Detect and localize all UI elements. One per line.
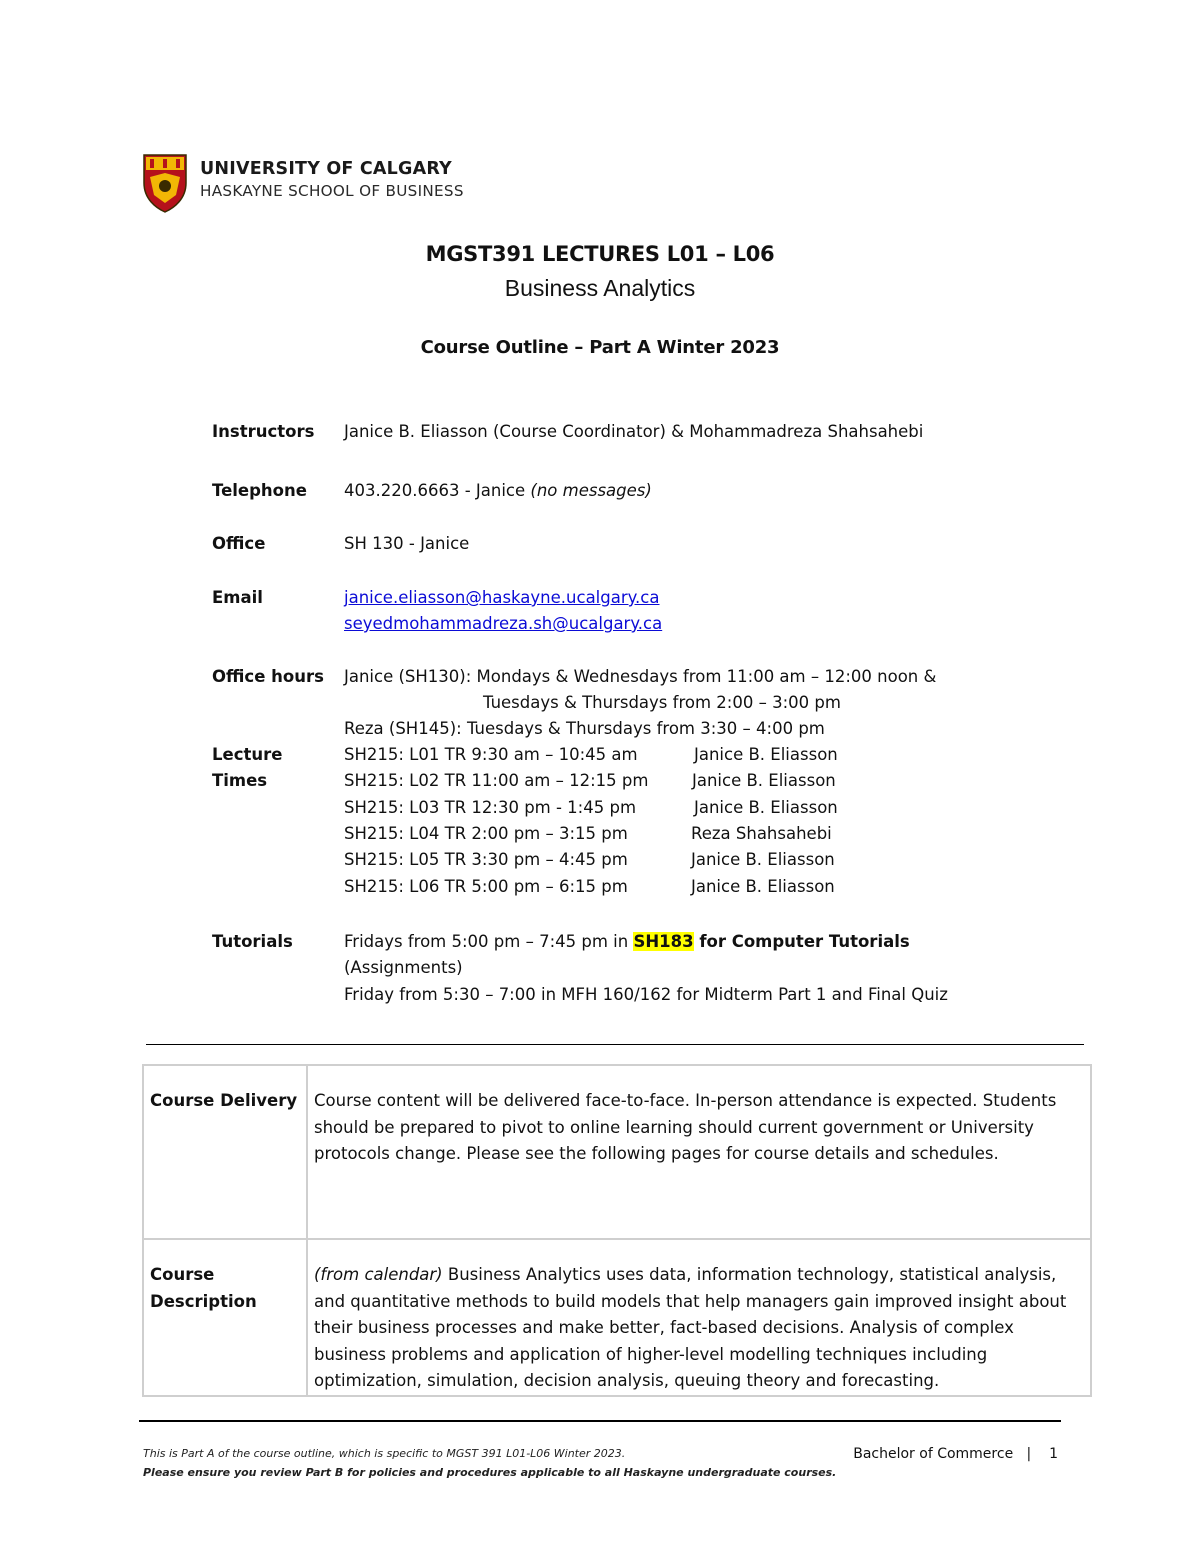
- lecture-instructor: Janice B. Eliasson: [694, 798, 838, 817]
- lecture-instructor: Janice B. Eliasson: [691, 850, 835, 869]
- telephone-note: (no messages): [530, 481, 652, 500]
- lecture-slot: SH215: L02 TR 11:00 am – 12:15 pm: [344, 771, 649, 790]
- tutorials-time: Fridays from 5:00 pm – 7:45 pm in: [344, 932, 634, 951]
- description-cell: [307, 1239, 1091, 1396]
- university-logo: [142, 153, 522, 215]
- lecture-instructor: Janice B. Eliasson: [694, 745, 838, 764]
- lecture-instructor: Reza Shahsahebi: [691, 824, 832, 843]
- delivery-heading: Course Delivery: [143, 1065, 307, 1239]
- lecture-instructor: Janice B. Eliasson: [692, 771, 836, 790]
- footer-program: Bachelor of Commerce: [853, 1446, 1014, 1462]
- office-label: Office: [212, 534, 266, 553]
- lecture-slot: SH215: L01 TR 9:30 am – 10:45 am: [344, 745, 638, 764]
- telephone-number: 403.220.6663 - Janice: [344, 481, 531, 500]
- lecture-times-label: Lecture: [212, 745, 283, 764]
- table-row: [143, 1065, 1091, 1239]
- course-title: MGST391 LECTURES L01 – L06: [425, 242, 775, 266]
- email-link-janice[interactable]: janice.eliasson@haskayne.ucalgary.ca: [344, 588, 660, 607]
- office-hours-line: Reza (SH145): Tuesdays & Thursdays from 3:30 – 4:00 pm: [344, 719, 825, 738]
- footer-note: Please ensure you review Part B for policies and procedures applicable to all Haskayne undergraduate courses.: [143, 1466, 837, 1479]
- office-hours-line: Janice (SH130): Mondays & Wednesdays from 11:00 am – 12:00 noon &: [344, 667, 937, 686]
- instructors-value: Janice B. Eliasson (Course Coordinator) & Mohammadreza Shahsahebi: [344, 422, 924, 441]
- outline-heading: Course Outline – Part A Winter 2023: [420, 337, 780, 358]
- tutorials-purpose: for Computer Tutorials: [693, 932, 910, 951]
- logo-school-name: HASKAYNE SCHOOL OF BUSINESS: [200, 182, 464, 200]
- email-label: Email: [212, 588, 263, 607]
- office-value: SH 130 - Janice: [344, 534, 470, 553]
- logo-university-name: UNIVERSITY OF CALGARY: [200, 159, 452, 179]
- instructors-label: Instructors: [212, 422, 315, 441]
- footer-note: This is Part A of the course outline, which is specific to MGST 391 L01-L06 Winter 2023.: [143, 1447, 626, 1460]
- course-subtitle: Business Analytics: [504, 275, 696, 301]
- lecture-instructor: Janice B. Eliasson: [691, 877, 835, 896]
- lecture-slot: SH215: L04 TR 2:00 pm – 3:15 pm: [344, 824, 628, 843]
- office-hours-line: Tuesdays & Thursdays from 2:00 – 3:00 pm: [483, 693, 841, 712]
- tutorials-line: [344, 932, 910, 951]
- lecture-slot: SH215: L06 TR 5:00 pm – 6:15 pm: [344, 877, 628, 896]
- separator-line: [246, 1044, 1084, 1045]
- telephone-value: [344, 481, 652, 500]
- description-heading: Course Description: [143, 1239, 307, 1396]
- shield-crest-icon: [142, 153, 188, 213]
- course-info-table: [142, 1064, 1092, 1397]
- page-number: 1: [1049, 1446, 1058, 1462]
- lecture-times-label: Times: [212, 771, 268, 790]
- footer-page-info: [853, 1446, 1058, 1462]
- lecture-slot: SH215: L03 TR 12:30 pm - 1:45 pm: [344, 798, 637, 817]
- tutorials-room-highlight: SH183: [633, 932, 694, 951]
- separator-line: [146, 1044, 246, 1045]
- office-hours-label: Office hours: [212, 667, 324, 686]
- email-link-reza[interactable]: seyedmohammadreza.sh@ucalgary.ca: [344, 614, 663, 633]
- tutorials-label: Tutorials: [212, 932, 293, 951]
- footer-separator: |: [1026, 1446, 1032, 1462]
- description-text: Business Analytics uses data, information technology, statistical analysis, and quantitative methods to build models that help managers gain improved insight about their business processes and make better, fact-based decisions. Analysis of complex business problems and application of higher-level modelling techniques including optimization, simulation, decision analysis, queuing theory and forecasting.: [314, 1265, 1067, 1390]
- table-row: [143, 1239, 1091, 1396]
- delivery-text: Course content will be delivered face-to-face. In-person attendance is expected. Students should be prepared to pivot to online learning should current government or University protocols change. Please see the following pages for course details and schedules.: [307, 1065, 1091, 1239]
- description-prefix: (from calendar): [314, 1265, 443, 1284]
- lecture-slot: SH215: L05 TR 3:30 pm – 4:45 pm: [344, 850, 628, 869]
- telephone-label: Telephone: [212, 481, 307, 500]
- tutorials-line: Friday from 5:30 – 7:00 in MFH 160/162 for Midterm Part 1 and Final Quiz: [344, 985, 948, 1004]
- tutorials-line: (Assignments): [344, 958, 463, 977]
- footer-rule: [139, 1420, 1061, 1422]
